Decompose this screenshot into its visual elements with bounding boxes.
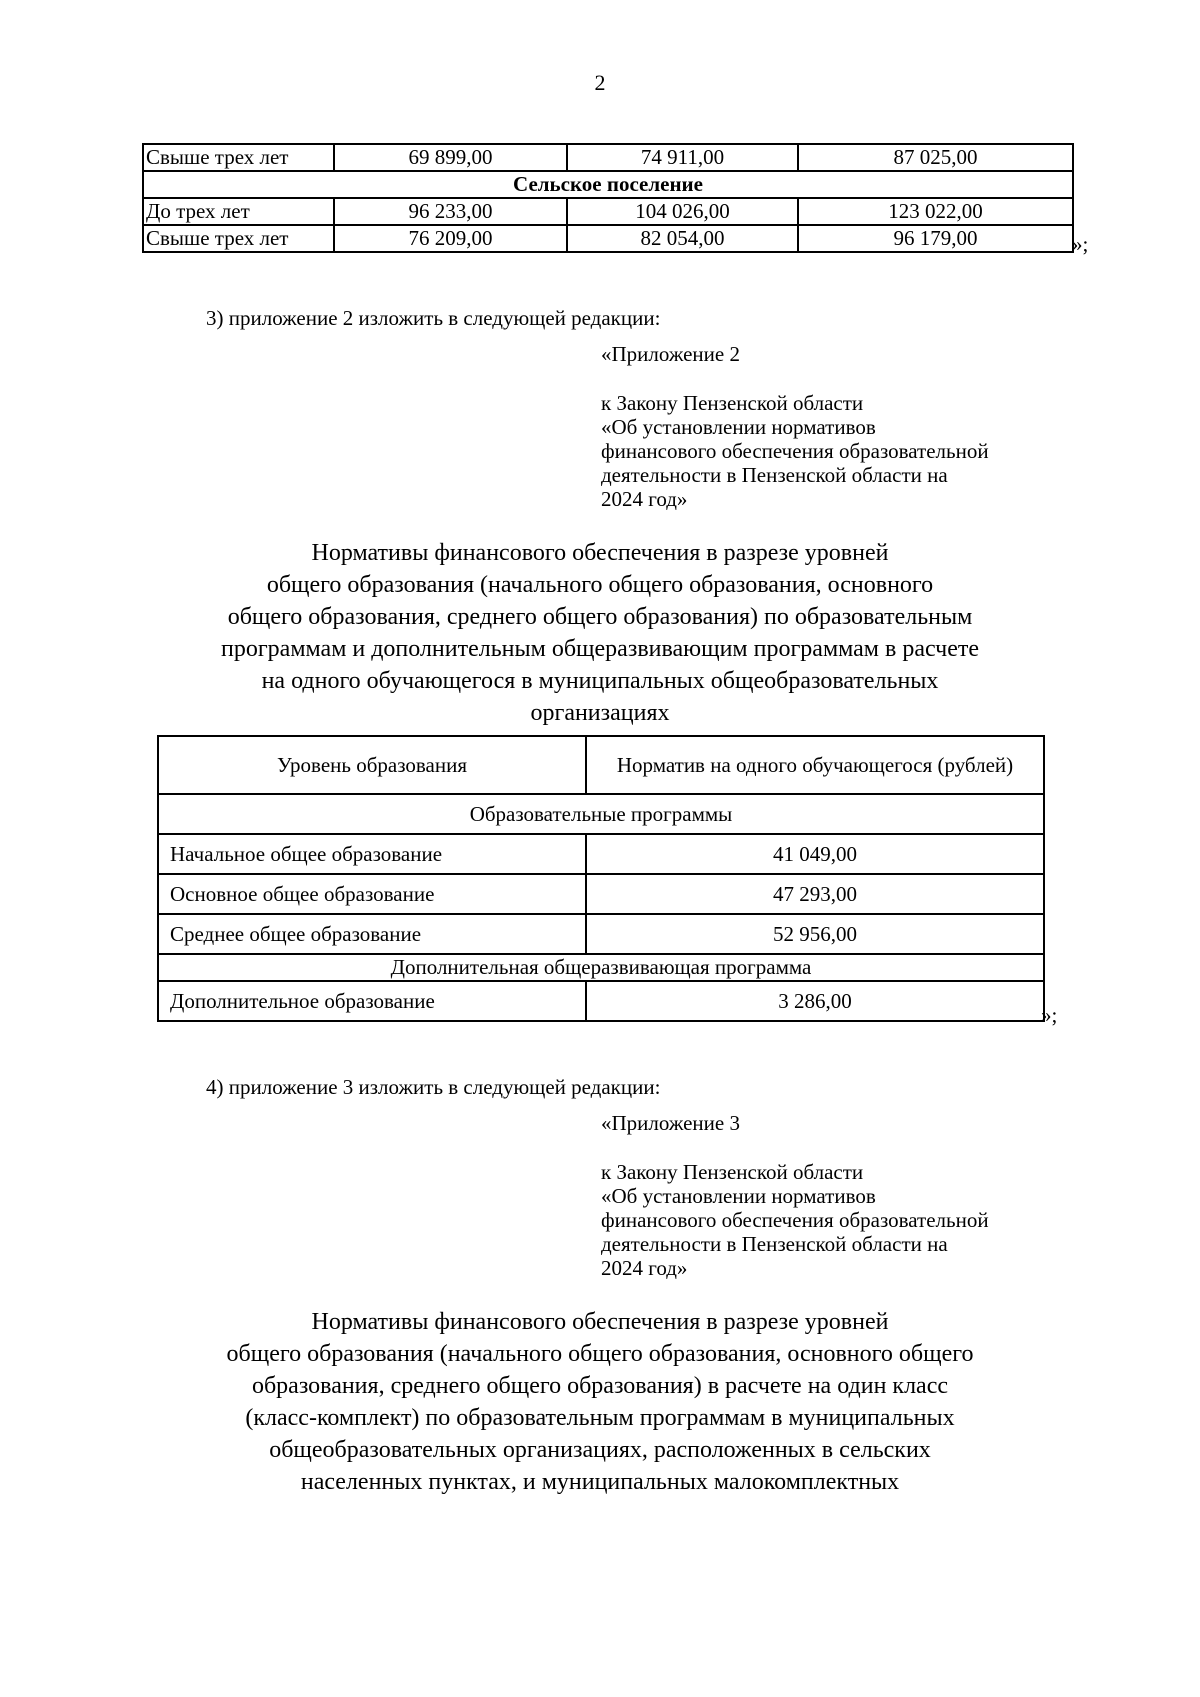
appendix-line: «Об установлении нормативов	[601, 1184, 876, 1208]
heading-line: общего образования (начального общего образования, основного общего	[226, 1341, 974, 1367]
cell-value: 82 054,00	[567, 225, 798, 252]
table-row	[143, 198, 1073, 225]
table-row	[158, 914, 1044, 954]
cell-value: 52 956,00	[586, 914, 1044, 954]
table-row	[158, 834, 1044, 874]
row-label: Дополнительное образование	[158, 981, 586, 1021]
cell-value: 104 026,00	[567, 198, 798, 225]
amendment-item-4: 4) приложение 3 изложить в следующей редакции:	[206, 1075, 661, 1099]
row-label: Среднее общее образование	[158, 914, 586, 954]
section-label: Образовательные программы	[158, 794, 1044, 834]
row-label: До трех лет	[143, 198, 334, 225]
appendix-line: к Закону Пензенской области	[601, 391, 864, 415]
heading-line: (класс-комплект) по образовательным программам в муниципальных	[245, 1405, 955, 1431]
table-row	[143, 144, 1073, 171]
appendix-line: деятельности в Пензенской области на	[601, 463, 948, 487]
row-label: Начальное общее образование	[158, 834, 586, 874]
section-heading	[0, 537, 1200, 729]
section-heading	[0, 1306, 1200, 1498]
cell-value: 3 286,00	[586, 981, 1044, 1021]
appendix-line: финансового обеспечения образовательной	[601, 439, 989, 463]
appendix-line: 2024 год»	[601, 487, 688, 511]
table-header-row	[158, 736, 1044, 794]
appendix-reference	[601, 391, 989, 511]
page-number: 2	[594, 70, 606, 95]
row-label: Основное общее образование	[158, 874, 586, 914]
appendix-title: «Приложение 3	[601, 1111, 740, 1135]
row-label: Свыше трех лет	[143, 225, 334, 252]
norms-table-preschool	[142, 143, 1074, 253]
appendix-line: к Закону Пензенской области	[601, 1160, 864, 1184]
appendix-line: финансового обеспечения образовательной	[601, 1208, 989, 1232]
cell-value: 96 179,00	[798, 225, 1073, 252]
closing-quote: »;	[1041, 1003, 1058, 1027]
norms-table-per-student	[157, 735, 1045, 1022]
appendix-reference	[601, 1160, 989, 1280]
heading-line: Нормативы финансового обеспечения в разрезе уровней	[311, 540, 889, 566]
column-header: Норматив на одного обучающегося (рублей)	[586, 736, 1044, 794]
appendix-title: «Приложение 2	[601, 342, 740, 366]
cell-value: 123 022,00	[798, 198, 1073, 225]
table-row	[143, 225, 1073, 252]
heading-line: населенных пунктах, и муниципальных малокомплектных	[300, 1469, 900, 1495]
heading-line: Нормативы финансового обеспечения в разрезе уровней	[311, 1309, 889, 1335]
cell-value: 96 233,00	[334, 198, 567, 225]
cell-value: 47 293,00	[586, 874, 1044, 914]
section-label: Дополнительная общеразвивающая программа	[158, 954, 1044, 981]
cell-value: 87 025,00	[798, 144, 1073, 171]
cell-value: 74 911,00	[567, 144, 798, 171]
appendix-line: «Об установлении нормативов	[601, 415, 876, 439]
table-row	[158, 981, 1044, 1021]
heading-line: организациях	[530, 700, 670, 726]
heading-line: образования, среднего общего образования) в расчете на один класс	[251, 1373, 949, 1399]
cell-value: 69 899,00	[334, 144, 567, 171]
heading-line: общего образования, среднего общего образования) по образовательным	[227, 604, 973, 630]
appendix-line: 2024 год»	[601, 1256, 688, 1280]
amendment-item-3: 3) приложение 2 изложить в следующей редакции:	[206, 306, 661, 330]
closing-quote: »;	[1072, 232, 1089, 256]
cell-value: 76 209,00	[334, 225, 567, 252]
table-section-row	[158, 954, 1044, 981]
table-section-row	[143, 171, 1073, 198]
heading-line: общего образования (начального общего образования, основного	[266, 572, 934, 598]
column-header: Уровень образования	[158, 736, 586, 794]
heading-line: программам и дополнительным общеразвивающим программам в расчете	[220, 636, 980, 662]
section-label: Сельское поселение	[143, 171, 1073, 198]
heading-line: общеобразовательных организациях, расположенных в сельских	[269, 1437, 931, 1463]
table-row	[158, 874, 1044, 914]
appendix-line: деятельности в Пензенской области на	[601, 1232, 948, 1256]
row-label: Свыше трех лет	[143, 144, 334, 171]
cell-value: 41 049,00	[586, 834, 1044, 874]
table-section-row	[158, 794, 1044, 834]
heading-line: на одного обучающегося в муниципальных общеобразовательных	[261, 668, 939, 694]
